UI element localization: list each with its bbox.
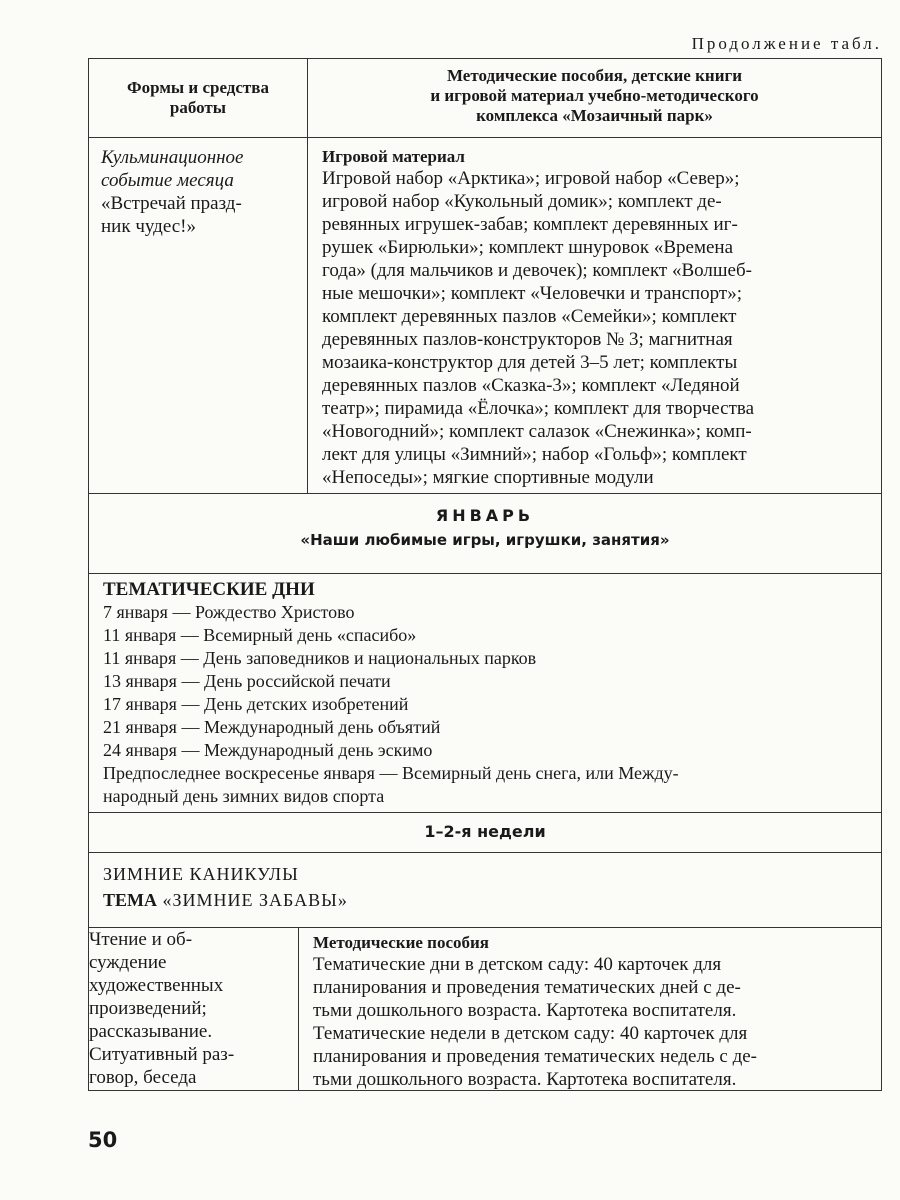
game-material-line: «Непоседы»; мягкие спортивные модули: [322, 467, 654, 488]
game-material-line: театр»; пирамида «Ёлочка»; комплект для творчества: [322, 398, 755, 419]
reading-forms-line: говор, беседа: [89, 1067, 197, 1088]
methodical-aids-line: тьми дошкольного возраста. Картотека воспитателя.: [313, 1069, 737, 1090]
game-material-line: мозаика-конструктор для детей 3–5 лет; комплекты: [322, 352, 738, 373]
reading-forms-line: рассказывание.: [89, 1021, 213, 1042]
game-material-line: «Новогодний»; комплект салазок «Снежинка»; комп-: [322, 421, 752, 442]
theme-label: ТЕМА: [103, 890, 157, 910]
continuation-label: Продолжение табл.: [691, 34, 882, 53]
page-number: 50: [88, 1128, 118, 1152]
thematic-days-row: [89, 574, 881, 813]
game-material-line: рушек «Бирюльки»; комплект шнуровок «Времена: [322, 237, 733, 258]
culmination-label-line: Кульминационное: [101, 147, 244, 168]
methodical-aids-line: планирования и проведения тематических дней с де-: [313, 977, 741, 998]
header-forms-and-means: [89, 59, 308, 137]
reading-forms-cell: [89, 928, 299, 1090]
reading-forms-line: Чтение и об-: [89, 929, 193, 950]
thematic-day-item: народный день зимних видов спорта: [103, 786, 385, 806]
game-material-line: ные мешочки»; комплект «Человечки и транспорт»;: [322, 283, 743, 304]
header-col1-text: Формы и средства работы: [127, 78, 269, 117]
game-material-line: деревянных пазлов-конструкторов № 3; магнитная: [322, 329, 733, 350]
reading-forms-line: произведений;: [89, 998, 207, 1019]
weeks-label: 1–2-я недели: [424, 822, 546, 841]
holidays-title: ЗИМНИЕ КАНИКУЛЫ: [103, 864, 299, 884]
thematic-day-item: 21 января — Международный день объятий: [103, 717, 441, 737]
thematic-day-item: 17 января — День детских изобретений: [103, 694, 409, 714]
methodical-aids-title: Методические пособия: [313, 933, 490, 952]
game-material-line: лект для улицы «Зимний»; набор «Гольф»; комплект: [322, 444, 747, 465]
culmination-event-line: «Встречай празд-: [101, 193, 242, 214]
game-material-line: Игровой набор «Арктика»; игровой набор «Север»;: [322, 168, 740, 189]
table-row-reading: [89, 928, 881, 1090]
game-material-title: Игровой материал: [322, 147, 465, 166]
culmination-cell: [89, 138, 308, 493]
game-material-line: ревянных игрушек-забав; комплект деревянных иг-: [322, 214, 738, 235]
month-name: ЯНВАРЬ: [435, 506, 535, 525]
header-col2-line: Методические пособия, детские книги: [446, 66, 743, 85]
header-col2-line: комплекса «Мозаичный парк»: [476, 106, 713, 125]
culmination-label-line: событие месяца: [101, 170, 234, 191]
reading-forms-line: суждение: [89, 952, 167, 973]
thematic-day-item: 13 января — День российской печати: [103, 671, 391, 691]
theme-value: «ЗИМНИЕ ЗАБАВЫ»: [162, 890, 348, 910]
methodical-table: [88, 58, 882, 1091]
methodical-aids-line: тьми дошкольного возраста. Картотека воспитателя.: [313, 1000, 737, 1021]
methodical-aids-line: планирования и проведения тематических недель с де-: [313, 1046, 757, 1067]
thematic-day-item: 11 января — Всемирный день «спасибо»: [103, 625, 417, 645]
game-material-cell: [308, 138, 881, 493]
game-material-line: игровой набор «Кукольный домик»; комплект де-: [322, 191, 722, 212]
thematic-day-item: Предпоследнее воскресенье января — Всемирный день снега, или Между-: [103, 763, 679, 783]
thematic-day-item: 11 января — День заповедников и национальных парков: [103, 648, 537, 668]
weeks-row: [89, 813, 881, 853]
month-row: [89, 494, 881, 574]
methodical-aids-line: Тематические дни в детском саду: 40 карточек для: [313, 954, 722, 975]
reading-forms-line: Ситуативный раз-: [89, 1044, 235, 1065]
thematic-day-item: 24 января — Международный день эскимо: [103, 740, 433, 760]
table-header-row: [89, 59, 881, 138]
month-theme: «Наши любимые игры, игрушки, занятия»: [300, 531, 670, 549]
methodical-aids-line: Тематические недели в детском саду: 40 карточек для: [313, 1023, 748, 1044]
game-material-line: комплект деревянных пазлов «Семейки»; комплект: [322, 306, 737, 327]
holidays-theme: [103, 887, 867, 913]
methodical-aids-cell: [299, 928, 881, 1090]
thematic-day-item: 7 января — Рождество Христово: [103, 602, 355, 622]
game-material-line: деревянных пазлов «Сказка-3»; комплект «Ледяной: [322, 375, 740, 396]
culmination-event-line: ник чудес!»: [101, 216, 197, 237]
header-materials: [308, 59, 881, 137]
holidays-row: [89, 853, 881, 928]
table-row-culmination: [89, 138, 881, 494]
header-col2-line: и игровой материал учебно-методического: [430, 86, 759, 105]
thematic-days-title: ТЕМАТИЧЕСКИЕ ДНИ: [103, 579, 315, 600]
game-material-line: года» (для мальчиков и девочек); комплект «Волшеб-: [322, 260, 752, 281]
reading-forms-line: художественных: [89, 975, 224, 996]
